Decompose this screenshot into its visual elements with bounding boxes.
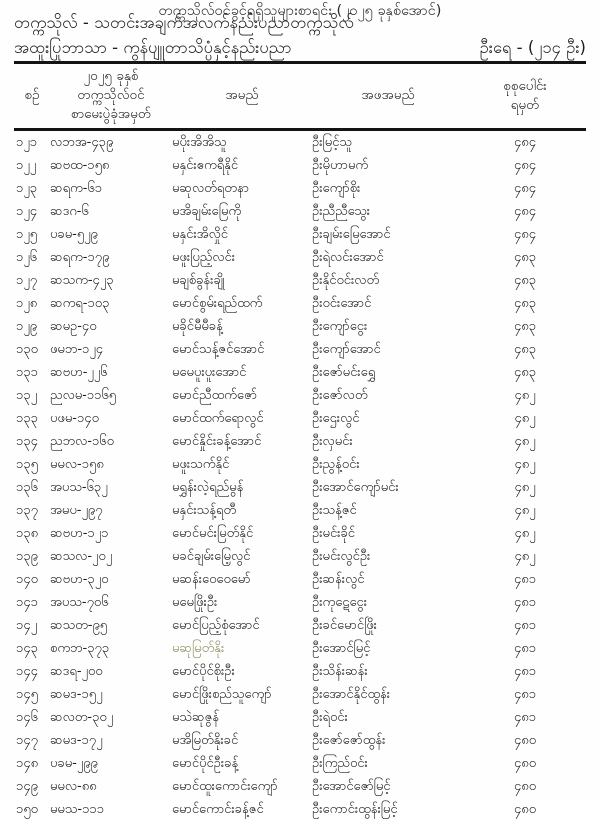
table-row <box>14 683 586 706</box>
father-name-cell: ဦးကျော်ငွေး <box>312 315 464 338</box>
col-header-father-name: အဖအမည် <box>312 63 464 130</box>
serial-cell: ၁၄၉ <box>14 775 50 798</box>
col-header-total-line-1: စုစုပေါင်း <box>464 77 586 96</box>
serial-cell: ၁၄၆ <box>14 706 50 729</box>
col-header-total-line-2: ရမှတ် <box>464 96 586 115</box>
serial-cell: ၁၃၈ <box>14 522 50 545</box>
exam-number-cell: လဘအ-၄၃၉ <box>50 130 172 155</box>
serial-cell: ၁၄၅ <box>14 683 50 706</box>
table-row <box>14 430 586 453</box>
admission-list-table <box>14 61 586 821</box>
header-student-count: ဦးရေ - (၂၁၄ ဦး) <box>480 35 586 60</box>
exam-number-cell: ပခမ-၅၂၉ <box>50 223 172 246</box>
total-marks-cell: ၄၈၃ <box>464 315 586 338</box>
total-marks-cell: ၄၈၁ <box>464 614 586 637</box>
father-name-cell: ဦးကြည်ဝင်း <box>312 752 464 775</box>
father-name-cell: ဦးမြင့်သူ <box>312 130 464 155</box>
name-cell: မဖူးပြည့်လင်း <box>172 246 312 269</box>
name-cell: မောင်ထူးကောင်းကျော် <box>172 775 312 798</box>
serial-cell: ၁၄၀ <box>14 568 50 591</box>
exam-number-cell: ဆဗဟ-၃၂၀ <box>50 568 172 591</box>
father-name-cell: ဦးဇော်မင်းရွှေ <box>312 361 464 384</box>
name-cell: မောင်သန့်ဇင်အောင် <box>172 338 312 361</box>
exam-number-cell: ဆမဥ-၄၀ <box>50 315 172 338</box>
table-row <box>14 154 586 177</box>
table-row <box>14 499 586 522</box>
exam-number-cell: မမလ-၈၈ <box>50 775 172 798</box>
serial-cell: ၁၃၆ <box>14 476 50 499</box>
col-header-exam-line-3: စာမေးပွဲခုံအမှတ် <box>50 105 172 124</box>
total-marks-cell: ၄၈၁ <box>464 591 586 614</box>
total-marks-cell: ၄၈၄ <box>464 200 586 223</box>
exam-number-cell: ဆသတ-၉၅ <box>50 614 172 637</box>
table-row <box>14 200 586 223</box>
table-row <box>14 614 586 637</box>
header-second-line <box>14 35 586 60</box>
father-name-cell: ဦးကုဋေငွေး <box>312 591 464 614</box>
total-marks-cell: ၄၈၂ <box>464 499 586 522</box>
serial-cell: ၁၂၄ <box>14 200 50 223</box>
total-marks-cell: ၄၈၂ <box>464 545 586 568</box>
serial-cell: ၁၃၉ <box>14 545 50 568</box>
table-row <box>14 361 586 384</box>
father-name-cell: ဦးချမ်းမြေအောင် <box>312 223 464 246</box>
total-marks-cell: ၄၈၂ <box>464 384 586 407</box>
table-row <box>14 384 586 407</box>
father-name-cell: ဦးသန့်ဇင် <box>312 499 464 522</box>
serial-cell: ၁၂၁ <box>14 130 50 155</box>
total-marks-cell: ၄၈၃ <box>464 361 586 384</box>
col-header-serial: စဉ် <box>14 63 50 130</box>
father-name-cell: ဦးကျော်စိုး <box>312 177 464 200</box>
exam-number-cell: ဆမဒ-၁၇၂ <box>50 729 172 752</box>
table-row <box>14 453 586 476</box>
father-name-cell: ဦးဝင်းအောင် <box>312 292 464 315</box>
exam-number-cell: ဆဗဟ-၂၂၆ <box>50 361 172 384</box>
name-cell: မခိုင်မီမီခန့် <box>172 315 312 338</box>
table-row <box>14 660 586 683</box>
table-row <box>14 407 586 430</box>
name-cell: မနှင်းသန့်ရတီ <box>172 499 312 522</box>
col-header-exam-line-1: ၂၀၂၅ ခုနှစ် <box>50 67 172 86</box>
name-cell: မခင်ချမ်းမြေ့လွင် <box>172 545 312 568</box>
table-body <box>14 130 586 821</box>
serial-cell: ၁၄၄ <box>14 660 50 683</box>
table-row <box>14 775 586 798</box>
serial-cell: ၁၃၀ <box>14 338 50 361</box>
total-marks-cell: ၄၈၂ <box>464 453 586 476</box>
clipped-page-title <box>14 0 586 10</box>
exam-number-cell: ဆဒဂ-၆ <box>50 200 172 223</box>
table-row <box>14 637 586 660</box>
total-marks-cell: ၄၈၀ <box>464 752 586 775</box>
serial-cell: ၁၂၇ <box>14 269 50 292</box>
serial-cell: ၁၅၀ <box>14 798 50 821</box>
name-cell: မသဲဆုဇွန် <box>172 706 312 729</box>
exam-number-cell: ဆသက-၄၂၃ <box>50 269 172 292</box>
father-name-cell: ဦးမင်းလွင်ဦး <box>312 545 464 568</box>
exam-number-cell: ဆဗဟ-၁၂၁ <box>50 522 172 545</box>
serial-cell: ၁၃၄ <box>14 430 50 453</box>
exam-number-cell: ဆလတ-၃၀၂ <box>50 706 172 729</box>
col-header-name: အမည် <box>172 63 312 130</box>
serial-cell: ၁၂၈ <box>14 292 50 315</box>
name-cell: မောင်ပိုင်စိုးဦး <box>172 660 312 683</box>
serial-cell: ၁၃၇ <box>14 499 50 522</box>
father-name-cell: ဦးဇော်လတ် <box>312 384 464 407</box>
name-cell: မမေဖြိုးဦး <box>172 591 312 614</box>
name-cell: မအိချမ်းမြေကို <box>172 200 312 223</box>
table-header <box>14 63 586 130</box>
total-marks-cell: ၄၈၀ <box>464 729 586 752</box>
name-cell: မောင်ပိုင်ဦးခန့် <box>172 752 312 775</box>
exam-number-cell: အမပ-၂၉၇ <box>50 499 172 522</box>
total-marks-cell: ၄၈၃ <box>464 269 586 292</box>
name-cell: မမေပူးပူးအောင် <box>172 361 312 384</box>
page-title: တက္ကသိုလ်ဝင်ခွင့်ရရှိသူများစာရင်း (၂၀၂၅ ခုနှစ်အောင်) <box>159 1 442 21</box>
serial-cell: ၁၂၆ <box>14 246 50 269</box>
exam-number-cell: ဆသလ-၂၀၂ <box>50 545 172 568</box>
serial-cell: ၁၂၉ <box>14 315 50 338</box>
total-marks-cell: ၄၈၁ <box>464 706 586 729</box>
table-row <box>14 315 586 338</box>
table-row <box>14 798 586 821</box>
table-row <box>14 269 586 292</box>
total-marks-cell: ၄၈၃ <box>464 292 586 315</box>
serial-cell: ၁၂၃ <box>14 177 50 200</box>
name-cell: မချစ်ခွန်းချို <box>172 269 312 292</box>
col-header-exam-number <box>50 63 172 130</box>
father-name-cell: ဦးဆန်းလွင် <box>312 568 464 591</box>
serial-cell: ၁၂၂ <box>14 154 50 177</box>
name-cell: မောင်စွမ်းရည်ထက် <box>172 292 312 315</box>
table-row <box>14 591 586 614</box>
table-header-row <box>14 63 586 130</box>
serial-cell: ၁၃၃ <box>14 407 50 430</box>
table-row <box>14 476 586 499</box>
exam-number-cell: မမသ-၁၁၁ <box>50 798 172 821</box>
name-cell: မနှင်းဧကရီနိုင် <box>172 154 312 177</box>
name-cell: မဆန်းဝေဝေမော် <box>172 568 312 591</box>
name-cell: မနှင်းအိလှိုင် <box>172 223 312 246</box>
total-marks-cell: ၄၈၄ <box>464 154 586 177</box>
name-cell: မပိုးအိအိသူ <box>172 130 312 155</box>
exam-number-cell: ဆရက-၁၇၉ <box>50 246 172 269</box>
name-cell: မရွှန်းလဲ့ရည်မွန် <box>172 476 312 499</box>
name-cell: မောင်ကောင်းခန့်ဇင် <box>172 798 312 821</box>
table-row <box>14 729 586 752</box>
serial-cell: ၁၃၁ <box>14 361 50 384</box>
father-name-cell: ဦးကောင်းထွန်းမြင့် <box>312 798 464 821</box>
table-row <box>14 246 586 269</box>
exam-number-cell: ဆမဒ-၁၅၂ <box>50 683 172 706</box>
father-name-cell: ဦးရဲဝင်း <box>312 706 464 729</box>
total-marks-cell: ၄၈၄ <box>464 130 586 155</box>
header-major-line: အထူးပြုဘာသာ - ကွန်ပျူတာသိပ္ပံနှင့်နည်းပညာ <box>14 35 292 60</box>
name-cell: မောင်ထက်ရောလွင် <box>172 407 312 430</box>
name-cell: မအိမြတ်နိုးခင် <box>172 729 312 752</box>
table-row <box>14 568 586 591</box>
total-marks-cell: ၄၈၂ <box>464 522 586 545</box>
total-marks-cell: ၄၈၂ <box>464 407 586 430</box>
father-name-cell: ဦးမင်းခိုင် <box>312 522 464 545</box>
name-cell: မောင်မင်းမြတ်နိုင် <box>172 522 312 545</box>
table-row <box>14 706 586 729</box>
father-name-cell: ဦးအောင်နိုင်ထွန်း <box>312 683 464 706</box>
exam-number-cell: ညလမ-၁၁၆၅ <box>50 384 172 407</box>
father-name-cell: ဦးညီညီသွေး <box>312 200 464 223</box>
father-name-cell: ဦးခင်မောင်ဖြိုး <box>312 614 464 637</box>
total-marks-cell: ၄၈၁ <box>464 568 586 591</box>
total-marks-cell: ၄၈၁ <box>464 683 586 706</box>
exam-number-cell: ညဘလ-၁၆၀ <box>50 430 172 453</box>
total-marks-cell: ၄၈၀ <box>464 775 586 798</box>
serial-cell: ၁၄၁ <box>14 591 50 614</box>
exam-number-cell: အပသ-၇၀၆ <box>50 591 172 614</box>
name-cell: မဆုလတ်ရတနာ <box>172 177 312 200</box>
total-marks-cell: ၄၈၂ <box>464 476 586 499</box>
father-name-cell: ဦးအောင်ဇော်မြင့် <box>312 775 464 798</box>
name-cell: မောင်နှိုင်းခန့်အောင် <box>172 430 312 453</box>
serial-cell: ၁၄၂ <box>14 614 50 637</box>
table-row <box>14 522 586 545</box>
father-name-cell: ဦးရဲလင်းအောင် <box>312 246 464 269</box>
exam-number-cell: အပသ-၆၃၂ <box>50 476 172 499</box>
total-marks-cell: ၄၈၁ <box>464 637 586 660</box>
exam-number-cell: ဆကရ-၁၀၃ <box>50 292 172 315</box>
father-name-cell: ဦးဇော်ဇော်ထွန်း <box>312 729 464 752</box>
serial-cell: ၁၄၃ <box>14 637 50 660</box>
name-cell: မဆုမြတ်နိုး <box>172 637 312 660</box>
total-marks-cell: ၄၈၁ <box>464 660 586 683</box>
table-row <box>14 130 586 155</box>
exam-number-cell: စကဘ-၃၇၃ <box>50 637 172 660</box>
father-name-cell: ဦးနိုင်ဝင်းလတ် <box>312 269 464 292</box>
father-name-cell: ဦးမိုဟာမက် <box>312 154 464 177</box>
exam-number-cell: ပခမ-၂၉၉ <box>50 752 172 775</box>
col-header-total-marks <box>464 63 586 130</box>
name-cell: မောင်ဖြိုးစည်သူကျော် <box>172 683 312 706</box>
serial-cell: ၁၃၅ <box>14 453 50 476</box>
table-row <box>14 223 586 246</box>
father-name-cell: ဦးကျော်အောင် <box>312 338 464 361</box>
name-cell: မောင်ညီထက်ဇော် <box>172 384 312 407</box>
table-row <box>14 545 586 568</box>
serial-cell: ၁၃၂ <box>14 384 50 407</box>
name-cell: မောင်ပြည့်စုံအောင် <box>172 614 312 637</box>
total-marks-cell: ၄၈၃ <box>464 246 586 269</box>
col-header-exam-line-2: တက္ကသိုလ်ဝင် <box>50 86 172 105</box>
exam-number-cell: ဆဗထ-၁၅၈ <box>50 154 172 177</box>
total-marks-cell: ၄၈၄ <box>464 177 586 200</box>
exam-number-cell: ဖမဘ-၁၂၄ <box>50 338 172 361</box>
total-marks-cell: ၄၈၄ <box>464 223 586 246</box>
total-marks-cell: ၄၈၀ <box>464 798 586 821</box>
total-marks-cell: ၄၈၃ <box>464 338 586 361</box>
table-row <box>14 177 586 200</box>
serial-cell: ၁၄၇ <box>14 729 50 752</box>
table-row <box>14 752 586 775</box>
father-name-cell: ဦးဌေးလွင် <box>312 407 464 430</box>
father-name-cell: ဦးညွန့်ဝင်း <box>312 453 464 476</box>
name-cell: မဖူးသက်နိုင် <box>172 453 312 476</box>
serial-cell: ၁၄၈ <box>14 752 50 775</box>
exam-number-cell: ဆရက-၆၁ <box>50 177 172 200</box>
exam-number-cell: ပဖမ-၁၄၀ <box>50 407 172 430</box>
father-name-cell: ဦးအောင်ကျော်မင်း <box>312 476 464 499</box>
father-name-cell: ဦးလှမင်း <box>312 430 464 453</box>
father-name-cell: ဦးအောင်မြင့် <box>312 637 464 660</box>
total-marks-cell: ၄၈၂ <box>464 430 586 453</box>
table-row <box>14 338 586 361</box>
header-university-line: တက္ကသိုလ် - သတင်းအချက်အလက်နည်းပညာတက္ကသိုလ် <box>14 10 586 35</box>
serial-cell: ၁၂၅ <box>14 223 50 246</box>
father-name-cell: ဦးသိန်းဆန်း <box>312 660 464 683</box>
table-row <box>14 292 586 315</box>
exam-number-cell: ဆဒရ-၂၀၀ <box>50 660 172 683</box>
exam-number-cell: မမလ-၁၅၈ <box>50 453 172 476</box>
